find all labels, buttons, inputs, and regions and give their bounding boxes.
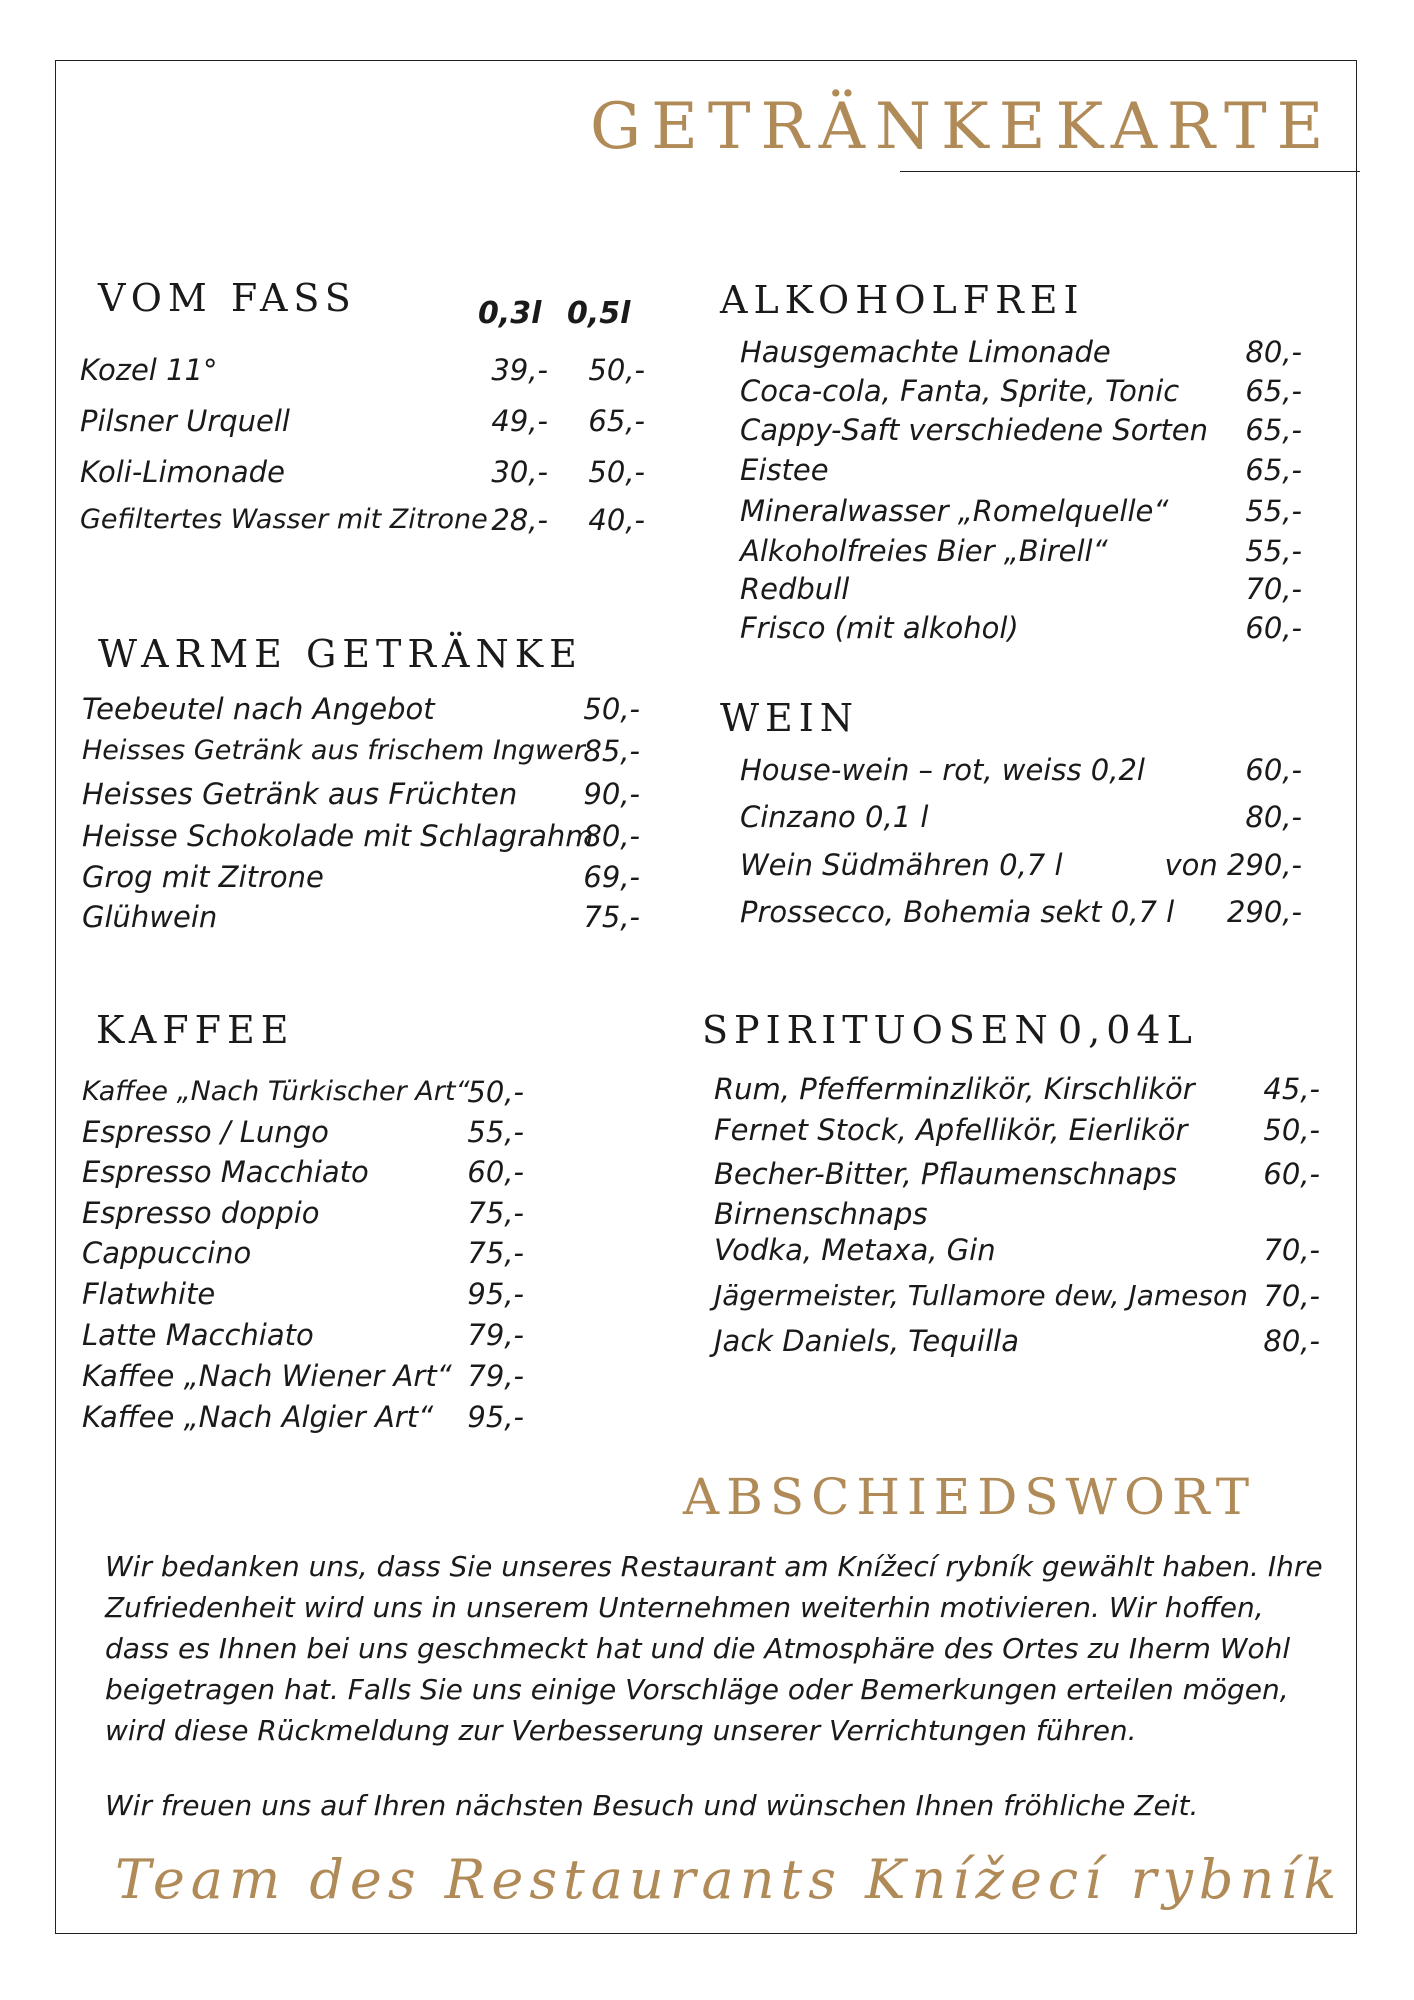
menu-item-name: Becher-Bitter, Pflaumenschnaps bbox=[714, 1157, 1177, 1191]
menu-item-price: von 290,- bbox=[1164, 848, 1302, 882]
menu-item-name: Rum, Pfefferminzlikör, Kirschlikör bbox=[714, 1072, 1195, 1106]
section-heading-vom-fass: VOM FASS bbox=[98, 276, 357, 320]
menu-item-price: 60,- bbox=[1263, 1157, 1320, 1191]
menu-item-price: 80,- bbox=[1245, 800, 1302, 834]
menu-item-price: 90,- bbox=[583, 777, 640, 811]
menu-item-price: 65,- bbox=[1245, 453, 1302, 487]
menu-item-price-small: 30,- bbox=[491, 455, 548, 489]
menu-item-price: 79,- bbox=[467, 1359, 524, 1393]
menu-item-name: Vodka, Metaxa, Gin bbox=[714, 1233, 996, 1267]
menu-item-price-small: 49,- bbox=[491, 404, 548, 438]
title-underline bbox=[900, 171, 1360, 172]
menu-item-price: 80,- bbox=[1245, 335, 1302, 369]
menu-item-price: 290,- bbox=[1226, 895, 1302, 929]
menu-item-price: 69,- bbox=[583, 860, 640, 894]
menu-item-name: Pilsner Urquell bbox=[80, 404, 290, 438]
menu-item-name: Gefiltertes Wasser mit Zitrone bbox=[80, 504, 488, 535]
menu-item-price: 50,- bbox=[583, 692, 640, 726]
menu-item-price-large: 40,- bbox=[588, 503, 645, 537]
farewell-closing: Wir freuen uns auf Ihren nächsten Besuch und wünschen Ihnen fröhliche Zeit. bbox=[105, 1789, 1199, 1822]
menu-item-name: Jägermeister, Tullamore dew, Jameson bbox=[714, 1279, 1248, 1312]
section-heading-alkoholfrei: ALKOHOLFREI bbox=[720, 278, 1085, 322]
menu-item-price: 65,- bbox=[1245, 413, 1302, 447]
menu-item-price: 79,- bbox=[467, 1318, 524, 1352]
menu-item-price: 45,- bbox=[1263, 1072, 1320, 1106]
menu-item-price: 80,- bbox=[1263, 1324, 1320, 1358]
menu-item-name: House-wein – rot, weiss 0,2l bbox=[740, 753, 1145, 787]
section-heading-wein: WEIN bbox=[720, 696, 860, 740]
menu-item-price: 50,- bbox=[467, 1075, 524, 1109]
menu-item-name: Espresso / Lungo bbox=[82, 1115, 329, 1149]
menu-item-name: Glühwein bbox=[82, 900, 218, 934]
menu-item-price: 70,- bbox=[1263, 1279, 1320, 1313]
menu-item-price: 60,- bbox=[1245, 611, 1302, 645]
menu-item-price: 65,- bbox=[1245, 374, 1302, 408]
menu-item-name: Heisses Getränk aus frischem Ingwer bbox=[82, 735, 585, 766]
menu-item-name: Jack Daniels, Tequilla bbox=[714, 1324, 1019, 1358]
menu-item-price: 85,- bbox=[583, 734, 640, 768]
menu-item-name: Frisco (mit alkohol) bbox=[740, 611, 1019, 645]
menu-item-price: 50,- bbox=[1263, 1113, 1320, 1147]
menu-item-name: Cappuccino bbox=[82, 1236, 252, 1270]
menu-item-price: 55,- bbox=[467, 1115, 524, 1149]
menu-item-price: 60,- bbox=[467, 1155, 524, 1189]
menu-item-name: Flatwhite bbox=[82, 1277, 216, 1311]
farewell-heading: ABSCHIEDSWORT bbox=[683, 1468, 1257, 1526]
page-title: GETRÄNKEKARTE bbox=[590, 90, 1334, 164]
menu-item-name: Kaffee „Nach Türkischer Art“ bbox=[82, 1076, 470, 1107]
menu-item-price: 70,- bbox=[1263, 1233, 1320, 1267]
menu-item-name: Hausgemachte Limonade bbox=[740, 335, 1111, 369]
menu-item-name: Birnenschnaps bbox=[714, 1197, 928, 1231]
menu-item-price-small: 28,- bbox=[491, 503, 548, 537]
menu-item-price: 55,- bbox=[1245, 494, 1302, 528]
menu-item-price: 75,- bbox=[467, 1196, 524, 1230]
menu-item-name: Wein Südmähren 0,7 l bbox=[740, 848, 1063, 882]
menu-item-name: Fernet Stock, Apfellikör, Eierlikör bbox=[714, 1113, 1188, 1147]
menu-item-name: Mineralwasser „Romelquelle“ bbox=[740, 494, 1169, 528]
menu-item-price-large: 50,- bbox=[588, 353, 645, 387]
size-header-small: 0,3l bbox=[478, 296, 542, 331]
menu-item-name: Redbull bbox=[740, 572, 850, 606]
menu-item-price-large: 65,- bbox=[588, 404, 645, 438]
menu-item-price: 95,- bbox=[467, 1277, 524, 1311]
menu-item-name: Cinzano 0,1 l bbox=[740, 800, 929, 834]
menu-item-price-small: 39,- bbox=[491, 353, 548, 387]
menu-item-price: 60,- bbox=[1245, 753, 1302, 787]
menu-item-name: Koli-Limonade bbox=[80, 455, 285, 489]
menu-item-price: 75,- bbox=[467, 1236, 524, 1270]
menu-item-name: Coca-cola, Fanta, Sprite, Tonic bbox=[740, 374, 1180, 408]
menu-item-name: Cappy-Saft verschiedene Sorten bbox=[740, 413, 1209, 447]
menu-item-price: 70,- bbox=[1245, 572, 1302, 606]
size-header-large: 0,5l bbox=[567, 296, 631, 331]
menu-item-name: Kozel 11° bbox=[80, 353, 218, 387]
menu-item-name: Eistee bbox=[740, 453, 829, 487]
section-heading-spirituosen: SPIRITUOSEN bbox=[702, 1008, 1054, 1052]
menu-item-name: Kaffee „Nach Wiener Art“ bbox=[82, 1359, 452, 1393]
signature: Team des Restaurants Knížecí rybník bbox=[115, 1848, 1343, 1911]
menu-item-price: 80,- bbox=[583, 819, 640, 853]
menu-item-name: Grog mit Zitrone bbox=[82, 860, 324, 894]
spirituosen-size: 0,04L bbox=[1058, 1008, 1198, 1052]
menu-item-name: Teebeutel nach Angebot bbox=[82, 692, 435, 726]
menu-item-name: Heisse Schokolade mit Schlagrahm bbox=[82, 819, 594, 853]
menu-item-price-large: 50,- bbox=[588, 455, 645, 489]
menu-item-name: Prossecco, Bohemia sekt 0,7 l bbox=[740, 895, 1175, 929]
menu-item-name: Latte Macchiato bbox=[82, 1318, 314, 1352]
menu-item-name: Kaffee „Nach Algier Art“ bbox=[82, 1400, 434, 1434]
menu-item-price: 75,- bbox=[583, 900, 640, 934]
farewell-paragraph: Wir bedanken uns, dass Sie unseres Restaurant am Knížecí rybník gewählt haben. Ihre Zufriedenheit wird uns in unserem Unternehmen weiterhin motivieren. Wir hoffen, dass es Ihnen bei uns geschmeckt hat und die Atmosphäre des Ortes zu Iherm Wohl beigetragen hat. Falls Sie uns einige Vorschläge oder Bemerkungen erteilen mögen, wird diese Rückmeldung zur Verbesserung unserer Verrichtungen führen. bbox=[105, 1550, 1323, 1747]
menu-item-name: Espresso doppio bbox=[82, 1196, 320, 1230]
menu-item-name: Alkoholfreies Bier „Birell“ bbox=[740, 534, 1108, 568]
section-heading-kaffee: KAFFEE bbox=[96, 1008, 295, 1052]
menu-item-name: Espresso Macchiato bbox=[82, 1155, 369, 1189]
section-heading-warme-getraenke: WARME GETRÄNKE bbox=[98, 632, 583, 676]
menu-item-name: Heisses Getränk aus Früchten bbox=[82, 777, 518, 811]
menu-item-price: 55,- bbox=[1245, 534, 1302, 568]
menu-item-price: 95,- bbox=[467, 1400, 524, 1434]
